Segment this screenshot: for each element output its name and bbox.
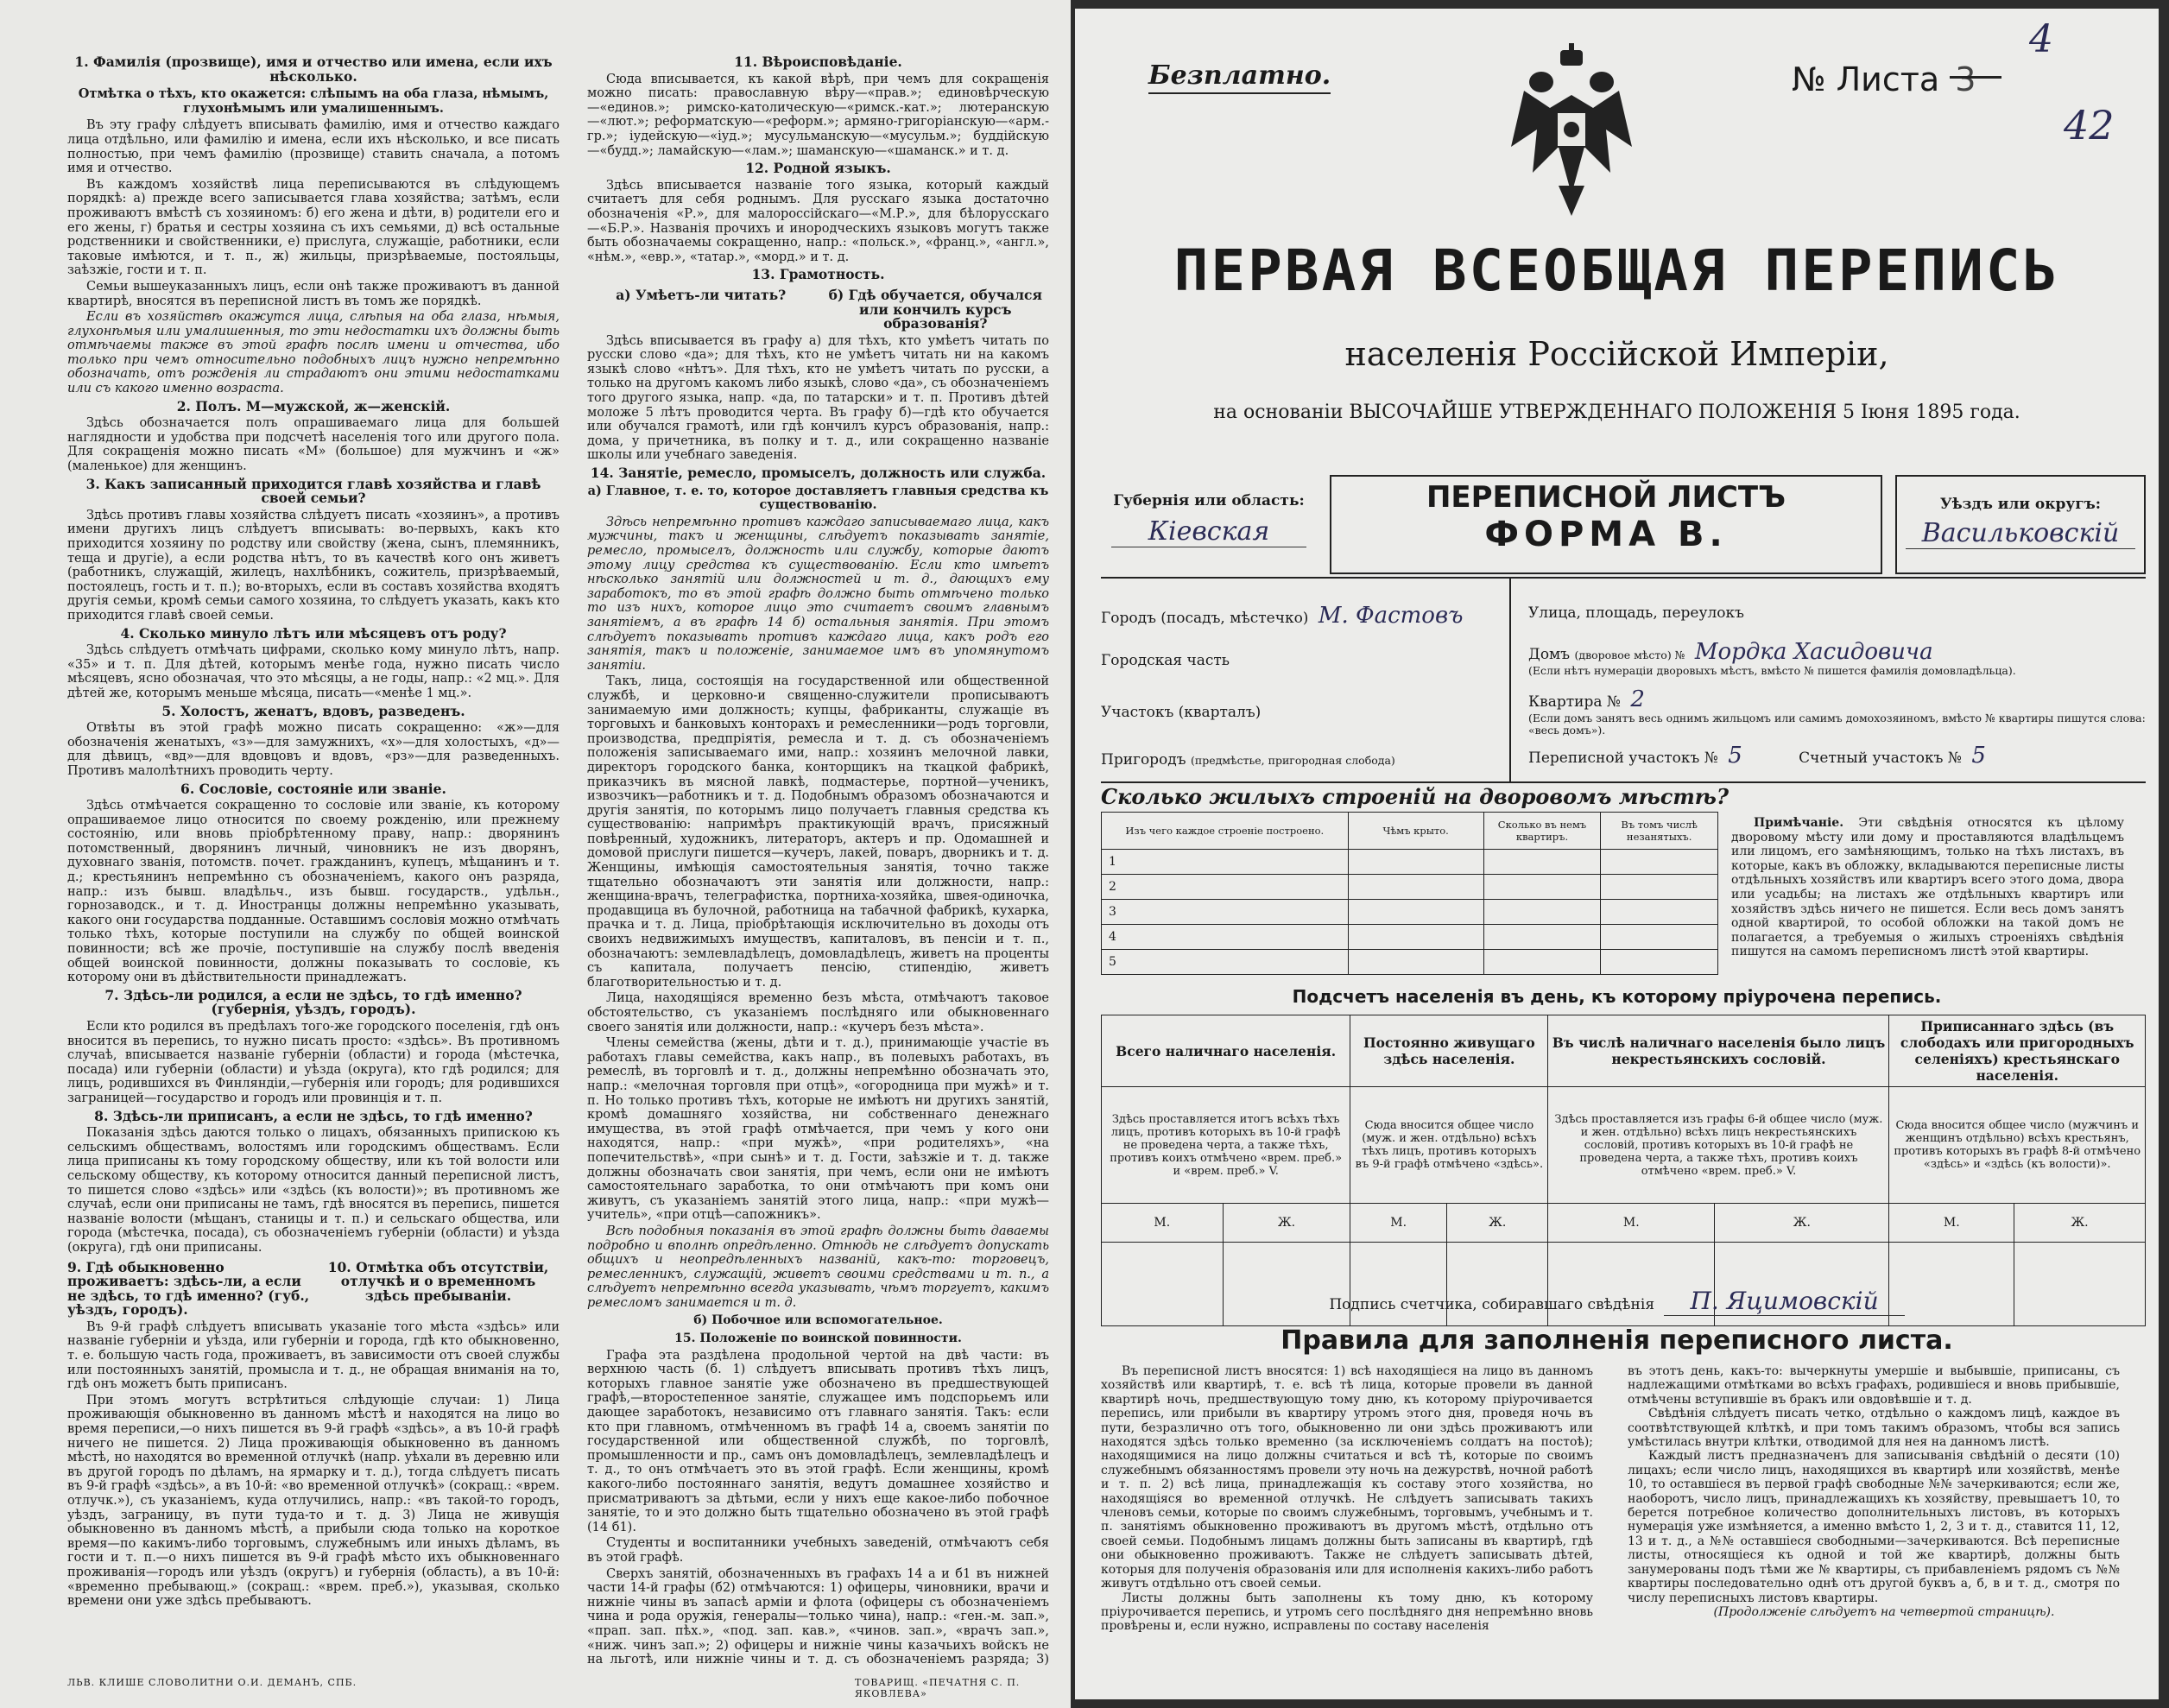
apartment-small: (Если домъ занятъ весь однимъ жильцомъ или самимъ домохозяиномъ, вмѣсто № квартиры пишутся слова: «весь домъ»). [1528,712,2146,737]
city-field [1101,603,1463,629]
divider [1509,579,1511,781]
table-row [1102,925,1718,950]
city-label: Городъ (посадъ, мѣстечко) [1101,610,1309,627]
paragraph: Отвѣты въ этой графѣ можно писать сокращенно: «ж»—для обозначенія женатыхъ, «з»—для замужнихъ, «х»—для холостыхъ, «д»—для дѣвицъ, «вд»—для вдовцовъ и вдовъ, «рз»—для разведенныхъ. Противъ малолѣтнихъ проводить черту. [67,721,560,778]
column-description: Здѣсь проставляется изъ графы 6-й общее число (муж. и жен. отдѣльно) всѣхъ лицъ некрестьянскихъ сословій, противъ которыхъ въ 10-й графѣ не проведена черта, а также тѣхъ, противъ коихъ отмѣчено «врем. преб.» V. [1548,1087,1889,1204]
heading-absence: 10. Отмѣтка объ отсутствіи, отлучкѣ и о временномъ здѣсь пребываніи. [327,1258,549,1304]
enumerator-signature [1075,1287,2159,1315]
left-page-instructions [0,0,1071,1708]
sheet-number [1792,17,2053,98]
population-count-table [1101,1015,2146,1326]
heading-language: 12. Родной языкъ. [745,160,891,177]
male-header: М. [1350,1204,1447,1243]
column-header: Всего наличнаго населенія. [1102,1015,1350,1087]
house-label: Домъ [1528,646,1571,663]
apartment-field [1528,686,1645,712]
printer-mark: ЛЬВ. КЛИШЕ СЛОВОЛИТНИ О.И. ДЕМАНЪ, СПБ. [67,1677,357,1688]
table-cell [1483,925,1601,950]
suburb-note: (предмѣстье, пригородная слобода) [1191,754,1395,767]
column-header: Чѣмъ крыто. [1348,813,1483,850]
table-cell [1601,925,1718,950]
rules-title: Правила для заполненія переписного листа. [1281,1325,1953,1356]
signature-label: Подпись счетчика, собиравшаго свѣдѣнія [1329,1296,1655,1313]
dwellings-question: Сколько жилыхъ строеній на дворовомъ мѣстѣ? [1101,784,1730,809]
row-number: 1 [1102,850,1349,875]
paragraph: Свѣдѣнія слѣдуетъ писать четко, отдѣльно о каждомъ лицѣ, каждое въ соотвѣтствующей клѣткѣ, и при томъ такимъ образомъ, чтобы вся запись умѣстилась внутри клѣтки, отводимой для нея на данномъ листѣ. [1628,1407,2120,1450]
heading-main-occupation: а) Главное, т. е. то, которое доставляетъ главныя средства къ существованію. [587,483,1049,513]
census-precinct-value: 5 [1728,743,1742,769]
column-header: Въ томъ числѣ незанятыхъ. [1601,813,1718,850]
paragraph: Здѣсь вписывается названіе того языка, который каждый считаетъ для себя роднымъ. Для русскаго языка достаточно обозначенія «Р.», для малороссійскаго—«М.Р.», для бѣлорусскаго—«Б.Р.». Названія прочихъ и инородческихъ языковъ могутъ также быть обозначаемы сокращенно, напр.: «польск.», «франц.», «англ.», «нѣм.», «евр.», «татар.», «морд.» и т. д. [587,178,1049,264]
table-cell [1601,850,1718,875]
heading-residence-pair [67,1257,560,1320]
female-header: Ж. [2014,1204,2146,1243]
paragraph: Въ эту графу слѣдуетъ вписывать фамилію, имя и отчество каждаго лица отдѣльно, или фамилію и имена, если ихъ нѣсколько, и все писать полностью, при чемъ фамилію (прозвище) ставить сначала, а потомъ имя и отчество. [67,118,560,176]
form-subtitle: ФОРМА В. [1484,515,1728,554]
census-form-page [1075,9,2159,1699]
census-title: ПЕРВАЯ ВСЕОБЩАЯ ПЕРЕПИСЬ [1173,237,2060,304]
count-precinct-value: 5 [1971,743,1986,769]
paragraph: Здѣсь слѣдуетъ отмѣчать цифрами, сколько кому минуло лѣтъ, напр. «35» и т. п. Для дѣтей, которымъ менѣе года, нужно писать число мѣсяцевъ, ясно обозначая, что это мѣсяцы, а не годы, напр.: «2 мц.». Для дѣтей же, которымъ меньше мѣсяца, писать—«менѣе 1 мц.». [67,643,560,700]
paragraph: Показанія здѣсь даются только о лицахъ, обязанныхъ припискою къ сельскимъ обществамъ, волостямъ или городскимъ обществамъ. Если лица приписаны къ тому городскому обществу, или къ той волости или сельскому обществу, къ которому относится данный переписной листъ, то пишется слово «здѣсь» или «здѣсь (къ волости)»; въ противномъ же случаѣ, если они приписаны не тамъ, гдѣ вносятся въ перепись, пишется названіе волости (мѣщанъ, станицы и т. п.) и сельскаго общества, или города (мѣстечка, посада), съ обозначеніемъ губерніи (области) и уѣзда (округа), гдѣ они приписаны. [67,1126,560,1255]
paragraph: Въ каждомъ хозяйствѣ лица переписываются въ слѣдующемъ порядкѣ: а) прежде всего записывается глава хозяйства; затѣмъ, если проживаютъ вмѣстѣ съ хозяиномъ: б) его жена и дѣти, в) родители его и его жены, г) братья и сестры хозяина съ ихъ семьями, д) всѣ остальные родственники и свойственники, е) прислуга, служащіе, работники, если таковые имѣются, и т. п., ж) жильцы, призрѣваемые, постояльцы, заѣзжіе, гости и т. п. [67,177,560,278]
house-field [1528,639,1933,665]
suburb-field [1101,751,1395,769]
paragraph: Такъ, лица, состоящія на государственной или общественной службѣ, и церковно-и священно-служители прописываютъ занимаемую ими должность; купцы, фабриканты, служащіе въ торговыхъ и банковыхъ конторахъ и ремесленники—родъ торговли, производства, предпріятія, ремесла и т. д. съ обозначеніемъ положенія записываемаго ими, напр.: хозяинъ мелочной лавки, директоръ городского банка, конторщикъ на ткацкой фабрикѣ, приказчикъ въ мясной лавкѣ, подмастерье, портной—ученикъ, извозчикъ—работникъ и т. д. Подобнымъ образомъ обозначаются и другія занятія, по которымъ лицо получаетъ главныя средства къ существованію: напримѣръ практикующій врачъ, присяжный повѣренный, художникъ, литераторъ, актеръ и пр. Одомашней и домовой прислуги пишется—кучеръ, лакей, поваръ, дворникъ и т. д. Женщины, имѣющія самостоятельныя занятія, точно также тщательно обозначаютъ эти занятія или должности, напр.: женщина-врачъ, телеграфистка, портниха-хозяйка, швея-одиночка, продавщица въ булочной, работница на табачной фабрикѣ, кухарка, прачка и т. д. Лица, пріобрѣтающія исключительно въ доходы отъ своихъ недвижимыхъ имуществъ, капиталовъ, въ пенсіи и т. п., обозначаютъ: землевладѣлецъ, домовладѣлецъ, живетъ на проценты съ капитала, получаетъ пенсію, стипендію, живетъ благотворительностью и т. д. [587,674,1049,990]
paragraph: Сверхъ занятій, обозначенныхъ въ графахъ 14 а и б1 въ нижней части 14-й графы (б2) отмѣчаются: 1) офицеры, чиновники, врачи и нижніе чины въ запасѣ арміи и флота (офицеры съ обозначеніемъ чина и рода оружія, генералы—только чина), напр.: «ген.-м. зап.», «прап. зап. пѣх.», «под. зап. кав.», «чинов. зап.», «врачъ зап.», «ниж. чинъ зап.»; 2) офицеры и нижніе чины казачьихъ войскъ не на льготѣ, или нижніе чины и т. д. съ обозначеніемъ разряда; 3) [587,1566,1049,1667]
paragraph: Здѣсь противъ главы хозяйства слѣдуетъ писать «хозяинъ», а противъ имени другихъ лицъ слѣдуетъ вписывать: во-первыхъ, какъ кто приходится хозяину по родству или свойству (жена, сынъ, племянникъ, теща и другіе), а если родства нѣтъ, то въ качествѣ кого онъ живетъ (работникъ, служащій, жилецъ, нахлѣбникъ, сожитель, призрѣваемый, постоялецъ, гость и т. п.); во-вторыхъ, если въ составъ хозяйства входятъ другія семьи, кромѣ семьи самого хозяина, то слѣдуетъ указать, какъ кто приходится главѣ своей семьи. [67,508,560,623]
table-row [1102,900,1718,925]
table-cell [1348,850,1483,875]
city-part-label: Городская часть [1101,652,1230,669]
precinct-label: Участокъ (кварталъ) [1101,704,1262,721]
table-cell [1348,900,1483,925]
province-label: Губернія или область: [1113,492,1305,509]
instructions-column-2 [587,52,1049,1667]
paragraph: Въ переписной листъ вносятся: 1) всѣ находящіеся на лицо въ данномъ хозяйствѣ или квартирѣ, т. е. всѣ тѣ лица, которые провели въ данной квартирѣ ночь, предшествующую тому дню, къ которому пріурочивается перепись, или прибыли въ квартиру утромъ этого дня, проведя ночь въ пути, безразлично отъ того, обыкновенно ли они здѣсь проживаютъ или находятся здѣсь только временно (за исключеніемъ солдатъ на постоѣ); находящимися на лицо должны считаться и всѣ тѣ, которые по своимъ служебнымъ обязанностямъ провели эту ночь на дежурствѣ, ночной работѣ и т. п. 2) всѣ лица, принадлежащія къ составу этого хозяйства, но находящіяся во временной отлучкѣ. Не слѣдуетъ записывать такихъ членовъ семьи, которые по своимъ служебнымъ, торговымъ, учебнымъ и т. п. занятіямъ обыкновенно проживаютъ въ другомъ мѣстѣ, отдѣльно отъ своей семьи. Подобнымъ лицамъ должны быть записаны въ квартирѣ, гдѣ они обыкновенно проживаютъ. Также не слѣдуетъ записывать дѣтей, которыя для полученія образованія или для исполненія какихъ-либо работъ живутъ отдѣльно отъ своей семьи. [1101,1364,1593,1591]
male-header: М. [1548,1204,1715,1243]
heading-estate: 6. Сословіе, состояніе или званіе. [180,780,446,797]
paragraph: Если кто родился въ предѣлахъ того-же городского поселенія, гдѣ онъ вносится въ перепись, то нужно писать просто: «здѣсь». Въ противномъ случаѣ, вписывается названіе губерніи (области) и города (мѣстечка, посада) или губерніи (области) и уѣзда (округа), кто гдѣ родился; для лицъ, родившихся въ Финляндіи,—губернія или городъ; для родившихся заграницей—государство и городъ или провинція и т. п. [67,1020,560,1105]
column-header: Сколько въ немъ квартиръ. [1483,813,1601,850]
male-header: М. [1102,1204,1224,1243]
sheet-corner-number: 42 [2064,102,2115,149]
double-headed-eagle-emblem-icon [1507,43,1636,216]
column-description: Сюда вносится общее число (мужчинъ и женщинъ отдѣльно) всѣхъ крестьянъ, противъ которыхъ въ графѣ 8-й отмѣчено «здѣсь» и «здѣсь (къ волости)». [1889,1087,2146,1204]
female-header: Ж. [1715,1204,1889,1243]
apartment-value: 2 [1630,686,1645,712]
house-value: Мордка Хасидовича [1694,639,1933,665]
table-row [1102,1087,2146,1204]
paragraph: Въ 9-й графѣ слѣдуетъ вписывать указаніе того мѣста «здѣсь» или названіе губерніи и уѣзда, или губерніи и города, гдѣ кто обыкновенно, т. е. большую часть года, проживаетъ, въ зависимости отъ своей службы или постоянныхъ занятій, промысла и т. д., не обращая вниманія на то, гдѣ онъ можетъ быть приписанъ. [67,1319,560,1392]
house-small: (Если нѣтъ нумераціи дворовыхъ мѣстъ, вмѣсто № пишется фамилія домовладѣльца). [1528,664,2016,677]
free-label: Безплатно. [1148,60,1331,91]
sheet-number-label: № Листа [1792,60,1940,98]
table-cell [1348,875,1483,900]
rules-column-1 [1101,1364,1593,1634]
census-precinct-field [1528,743,1986,769]
remark-note [1731,816,2124,959]
paragraph: Графа эта раздѣлена продольной чертой на двѣ части: въ верхнюю часть (б. 1) слѣдуетъ вписывать противъ тѣхъ лицъ, которыхъ главное занятіе уже обозначено въ предшествующей графѣ,—второстепенное занятіе, служащее имъ подспорьемъ или дающее заработокъ, независимо отъ главнаго занятія. Такъ: если кто при главномъ, отмѣченномъ въ графѣ 14 а, своемъ занятіи по государственной или общественной службѣ, по торговлѣ, промышленности и пр., самъ онъ домовладѣлецъ, землевладѣлецъ и т. д., то онъ отмѣчаетъ это въ этой графѣ. Если женщины, кромѣ какого-либо постояннаго занятія, ведутъ домашнее хозяйство и присматриваютъ за дѣтьми, если у нихъ еще какое-либо побочное занятіе, то и это должно быть тщательно обозначено въ этой графѣ (14 б1). [587,1348,1049,1534]
census-subtitle: населенія Россійской Имперіи, [1344,335,1889,373]
female-header: Ж. [1223,1204,1350,1243]
heading-education: б) Гдѣ обучается, обучался или кончилъ курсъ образованія? [828,286,1042,332]
paragraph: Студенты и воспитанники учебныхъ заведеній, отмѣчаютъ себя въ этой графѣ. [587,1536,1049,1565]
table-row [1102,875,1718,900]
heading-registration: 8. Здѣсь-ли приписанъ, а если не здѣсь, то гдѣ именно? [94,1107,533,1124]
table-cell [1483,900,1601,925]
table-cell [1601,900,1718,925]
continuation-note: (Продолженіе слѣдуетъ на четвертой страницѣ). [1713,1604,2055,1619]
table-cell [1483,950,1601,975]
row-number: 5 [1102,950,1349,975]
district-value: Васильковскій [1906,518,2135,549]
paragraph: Если въ хозяйствѣ окажутся лица, слѣпыя на оба глаза, нѣмыя, глухонѣмыя или умалишенныя, то эти недостатки ихъ должны быть отмѣчаемы также въ этой графѣ послѣ имени и отчества, ибо только при чемъ относительно подобныхъ лицъ нужно непремѣнно обозначать, отъ рожденія ли страдаютъ они этими недостатками или съ какого именно возраста. [67,310,560,396]
table-cell [1601,950,1718,975]
printer-mark-2: ТОВАРИЩ. «ПЕЧАТНЯ С. П. ЯКОВЛЕВА» [855,1677,1021,1699]
heading-sex: 2. Полъ. М—мужской, ж—женскій. [176,397,451,414]
heading-relation: 3. Какъ записанный приходится главѣ хозяйства и главѣ своей семьи? [85,475,541,507]
form-title: ПЕРЕПИСНОЙ ЛИСТЪ [1426,480,1786,515]
address-block [1101,577,2146,783]
literacy-subheadings [587,285,1049,334]
heading-literacy: 13. Грамотность. [751,266,885,283]
table-cell [1483,875,1601,900]
remark-text: Эти свѣдѣнія относятся къ цѣлому дворовому мѣсту или дому и проставляются владѣльцемъ или лицомъ, его замѣняющимъ, только на тѣхъ листахъ, въ которые, какъ въ обложку, вкладываются переписные листы отдѣльныхъ хозяйствъ или квартиръ всего этого дома, двора или усадьбы; на листахъ же отдѣльныхъ квартиръ или хозяйствъ здѣсь ничего не пишется. Если весь домъ занятъ одной квартирой, то особой обложки на такой домъ не полагается, а требуемыя о жилыхъ строеніяхъ свѣдѣнія пишутся на самомъ переписномъ листѣ этой квартиры. [1731,816,2124,959]
paragraph: При этомъ могутъ встрѣтиться слѣдующіе случаи: 1) Лица проживающія обыкновенно въ данномъ мѣстѣ и находятся на лицо во время переписи,—о нихъ пишется въ 9-й графѣ «здѣсь», а въ 10-й графѣ ничего не пишется. 2) Лица проживающія обыкновенно въ данномъ мѣстѣ, но находятся во временной отлучкѣ (напр. уѣхали въ деревню или въ другой городъ по дѣламъ, на ярмарку и т. д.), тогда слѣдуетъ писать въ 9-й графѣ «здѣсь», а въ 10-й: «во временной отлучкѣ» (сокращ.: «врем. отлучк.»), съ указаніемъ, куда отлучились, напр.: «въ такой-то городъ, уѣздъ, заграницу, въ пути туда-то и т. д. 3) Лица не живущія обыкновенно въ данномъ мѣстѣ, а прибыли сюда только на короткое время—по какимъ-либо торговымъ, служебнымъ или иныхъ дѣламъ, въ гости и т. п.—о нихъ пишется въ 9-й графѣ мѣсто ихъ обыкновеннаго проживанія—городъ или уѣздъ (округъ) и губернія (область), а въ 10-й: «временно пребывающ.» (сокращ.: «врем. преб.»), указывая, сколько времени они уже здѣсь пребываютъ. [67,1393,560,1609]
column-description: Сюда вносится общее число (муж. и жен. отдѣльно) всѣхъ тѣхъ лицъ, противъ которыхъ въ 9-й графѣ отмѣчено «здѣсь». [1350,1087,1548,1204]
table-cell [1348,925,1483,950]
paragraph: Семьи вышеуказанныхъ лицъ, если онѣ также проживаютъ въ данной квартирѣ, вносятся въ переписной листъ въ томъ же порядкѣ. [67,279,560,308]
heading-military: 15. Положеніе по воинской повинности. [674,1332,962,1346]
paragraph: Каждый листъ предназначенъ для записыванія свѣдѣній о десяти (10) лицахъ; если число лицъ, находящихся въ квартирѣ или хозяйствѣ, менѣе 10, то оставшіеся въ первой графѣ свободные №№ зачеркиваются; если же, наоборотъ, число лицъ, принадлежащихъ къ хозяйству, превышаетъ 10, то берется потребное количество дополнительныхъ листовъ, въ которыхъ нумерація уже измѣняется, а именно вмѣсто 1, 2, 3 и т. д., ставится 11, 12, 13 и т. д., а №№ оставшіеся свободными—зачеркиваются. Всѣ переписные листы, относящіеся къ одной и той же квартирѣ, должны быть занумерованы подъ тѣми же № квартиры, съ прибавленіемъ рядомъ съ №№ квартиры последовательно однѣ отъ другой буквъ а, б, в и т. д., смотря по числу переписныхъ листовъ квартиры. [1628,1449,2120,1605]
table-header-row [1102,813,1718,850]
heading-name: 1. Фамилія (прозвище), имя и отчество или имена, если ихъ нѣсколько. [74,54,553,85]
remark-label: Примѣчаніе. [1754,816,1844,830]
rules-column-2 [1628,1364,2120,1619]
form-title-box [1330,475,1882,574]
heading-can-read: а) Умѣетъ-ли читать? [616,286,787,303]
paragraph: Всѣ подобныя показанія въ этой графѣ должны быть даваемы подробно и вполнѣ опредѣленно. Отнюдь не слѣдуетъ допускать общихъ и неопредѣленныхъ названій, какъ-то: торговецъ, ремесленникъ, служащій, живетъ своими средствами и т. п., а слѣдуетъ непремѣнно всегда указывать, чѣмъ торгуетъ, какимъ ремесломъ занимается и т. д. [587,1224,1049,1310]
column-header: Постоянно живущаго здѣсь населенія. [1350,1015,1548,1087]
province-value: Кіевская [1111,516,1306,547]
table-cell [1601,875,1718,900]
sheet-number-printed: 3 [1955,60,1976,98]
street-label: Улица, площадь, переулокъ [1528,604,1744,622]
paragraph: Здѣсь обозначается полъ опрашиваемаго лица для большей наглядности и удобства при подсчетѣ населенія того или другого пола. Для сокращенія можно писать «М» (большое) для мужчинъ и «ж» (маленькое) для женщинъ. [67,416,560,474]
form-header-row [1101,475,2146,574]
paragraph: Члены семейства (жены, дѣти и т. д.), принимающіе участіе въ работахъ главы семейства, какъ напр., въ полевыхъ работахъ, въ ремеслѣ, въ торговлѣ и т. д., должны непремѣнно обозначать это, напр.: «мелочная торговля при отцѣ», «огородница при мужѣ» и т. п. Но только противъ тѣхъ, которые не имѣютъ ни другихъ занятій, кромѣ домашняго хозяйства, ни собственнаго денежнаго имущества, въ этой графѣ отмѣчается, при чемъ у кого они находятся, напр.: «при мужѣ», «при родителяхъ», «на попечительствѣ», «при сынѣ» и т. д. Гости, заѣзжіе и т. д. также должны обозначать свои занятія, при чемъ, если они не имѣютъ самостоятельнаго заработка, то они отмѣчаютъ при комъ они живутъ, съ указаніемъ занятій этого лица, напр.: «при мужѣ—учитель», «при отцѣ—сапожникъ». [587,1036,1049,1223]
female-header: Ж. [1447,1204,1548,1243]
apartment-label: Квартира № [1528,693,1621,711]
sheet-number-handwritten: 4 [2029,17,2053,61]
heading-disability: Отмѣтка о тѣхъ, кто окажется: слѣпымъ на оба глаза, нѣмымъ, глухонѣмымъ или умалишеннымъ. [78,86,549,116]
dwellings-table [1101,812,1718,975]
column-header: Изъ чего каждое строеніе построено. [1102,813,1349,850]
heading-religion: 11. Вѣроисповѣданіе. [734,54,902,70]
row-number: 3 [1102,900,1349,925]
male-header: М. [1889,1204,2014,1243]
paragraph: Здѣсь отмѣчается сокращенно то сословіе или званіе, къ которому опрашиваемое лицо относится по своему рожденію, или прежнему состоянію, или вновь пріобрѣтенному праву, напр.: дворянинъ потомственный, дворянинъ личный, чиновникъ не изъ дворянъ, духовнаго званія, потомств. почет. гражданинъ, купецъ, мѣщанинъ и т. д.; крестьянинъ непремѣнно съ обозначеніемъ, какого онъ разряда, напр.: изъ бывш. владѣльч., изъ бывш. государств., удѣльн., горнозаводск., и т. д. Иностранцы должны непремѣнно указывать, какого они государства подданные. Оставшимъ сословія можно отмѣчать только тѣхъ, которые поступили на службу по общей воинской повинности; всѣ же прочіе, поступившіе на службу послѣ введенія общей воинской повинности, должны показывать то сословіе, къ которому они въ дѣйствительности принадлежатъ. [67,799,560,985]
paragraph: Лица, находящіяся временно безъ мѣста, отмѣчаютъ таковое обстоятельство, съ указаніемъ послѣдняго или обыкновеннаго своего занятія или должности, напр.: «кучеръ безъ мѣста». [587,991,1049,1034]
suburb-label: Пригородъ [1101,751,1186,769]
heading-age: 4. Сколько минуло лѣтъ или мѣсяцевъ отъ роду? [120,624,507,642]
count-precinct-label: Счетный участокъ № [1799,750,1962,767]
population-count-title: Подсчетъ населенія въ день, къ которому пріурочена перепись. [1292,986,1942,1007]
heading-marital: 5. Холостъ, женатъ, вдовъ, разведенъ. [161,702,465,719]
paragraph: Здѣсь непремѣнно противъ каждаго записываемаго лица, какъ мужчины, такъ и женщины, слѣдуетъ показывать занятіе, ремесло, промыселъ, должность или службу, которые даютъ этому лицу средства къ существованію. Если кто имѣетъ нѣсколько занятій или должностей и т. д., дающихъ ему заработокъ, то въ этой графѣ должно быть отмѣчено только то изъ нихъ, которое лицо это считаетъ своимъ главнымъ занятіемъ, а въ графѣ 14 б) остальныя занятія. При этомъ слѣдуетъ показывать противъ каждаго лица, какъ родъ его занятія, такъ и положеніе, занимаемое имъ въ упомянутомъ занятіи. [587,515,1049,673]
instructions-column-1 [67,52,560,1667]
table-cell [1483,850,1601,875]
district-box [1895,475,2146,574]
heading-birthplace: 7. Здѣсь-ли родился, а если не здѣсь, то гдѣ именно? (губернія, уѣздъ, городъ). [104,986,522,1018]
table-row [1102,1204,2146,1243]
district-label: Уѣздъ или округъ: [1939,496,2102,513]
census-decree: на основаніи ВЫСОЧАЙШЕ УТВЕРЖДЕННАГО ПОЛОЖЕНІЯ 5 Іюня 1895 года. [1213,402,2020,423]
signature-value: П. Яцимовскій [1664,1287,1904,1316]
paragraph: въ этотъ день, какъ-то: вычеркнуты умершіе и выбывшіе, приписаны, съ надлежащими отмѣтками во всѣхъ графахъ, родившіеся и вновь прибывшіе, отмѣчены вступившіе въ бракъ или овдовѣвшіе и т. д. [1628,1364,2120,1407]
table-header-row [1102,1015,2146,1087]
row-number: 2 [1102,875,1349,900]
table-row [1102,850,1718,875]
column-description: Здѣсь проставляется итогъ всѣхъ тѣхъ лицъ, противъ которыхъ въ 10-й графѣ не проведена черта, а также тѣхъ, противъ коихъ отмѣчено «врем. преб.» и «врем. преб.» V. [1102,1087,1350,1204]
table-row [1102,950,1718,975]
strike-line [1950,76,2001,79]
city-value: М. Фастовъ [1318,603,1464,629]
table-cell [1348,950,1483,975]
census-precinct-label: Переписной участокъ № [1528,750,1718,767]
paragraph: Листы должны быть заполнены къ тому дню, къ которому пріурочивается перепись, и утромъ сего послѣдняго дня непремѣнно вновь провѣрены и, если нужно, исправлены по составу населенія [1101,1591,1593,1634]
column-header: Приписаннаго здѣсь (въ слободахъ или пригородныхъ селеніяхъ) крестьянскаго населенія. [1889,1015,2146,1087]
heading-residence: 9. Гдѣ обыкновенно проживаетъ: здѣсь-ли, а если не здѣсь, то гдѣ именно? (губ., уѣздъ, городъ). [67,1258,310,1319]
heading-side-occupation: б) Побочное или вспомогательное. [693,1313,943,1328]
house-note: (дворовое мѣсто) № [1574,648,1685,661]
province-box [1101,475,1317,574]
paragraph: Сюда вписывается, къ какой вѣрѣ, при чемъ для сокращенія можно писать: православную вѣру—«прав.»; единовѣрческую—«единов.»; римско-католическую—«римск.-кат.»; лютеранскую—«лют.»; реформатскую—«реформ.»; армяно-григоріанскую—«арм.-гр.»; іудейскую—«іуд.»; мусульманскую—«мусульм.»; буддійскую—«будд.»; ламайскую—«лам.»; шаманскую—«шаманск.» и т. д. [587,72,1049,158]
paragraph: Здѣсь вписывается въ графу а) для тѣхъ, кто умѣетъ читать по русски слово «да»; для тѣхъ, кто не умѣетъ читать ни на какомъ языкѣ слово «нѣтъ». Для тѣхъ, кто не умѣетъ читать по русски, а только на другомъ какомъ либо языкѣ, слово «да», съ обозначеніемъ того другого языка, напр. «да, по татарски» и т. п. Противъ дѣтей моложе 5 лѣтъ проводится черта. Въ графу б)—гдѣ кто обучается или обучался грамотѣ, или гдѣ кончилъ курсъ образованія, напр.: дома, у причетника, въ полку и т. д., или сокращенно названіе школы или учебнаго заведенія. [587,333,1049,463]
heading-occupation: 14. Занятіе, ремесло, промыселъ, должность или служба. [590,465,1047,482]
column-header: Въ числѣ наличнаго населенія было лицъ некрестьянскихъ сословій. [1548,1015,1889,1087]
row-number: 4 [1102,925,1349,950]
